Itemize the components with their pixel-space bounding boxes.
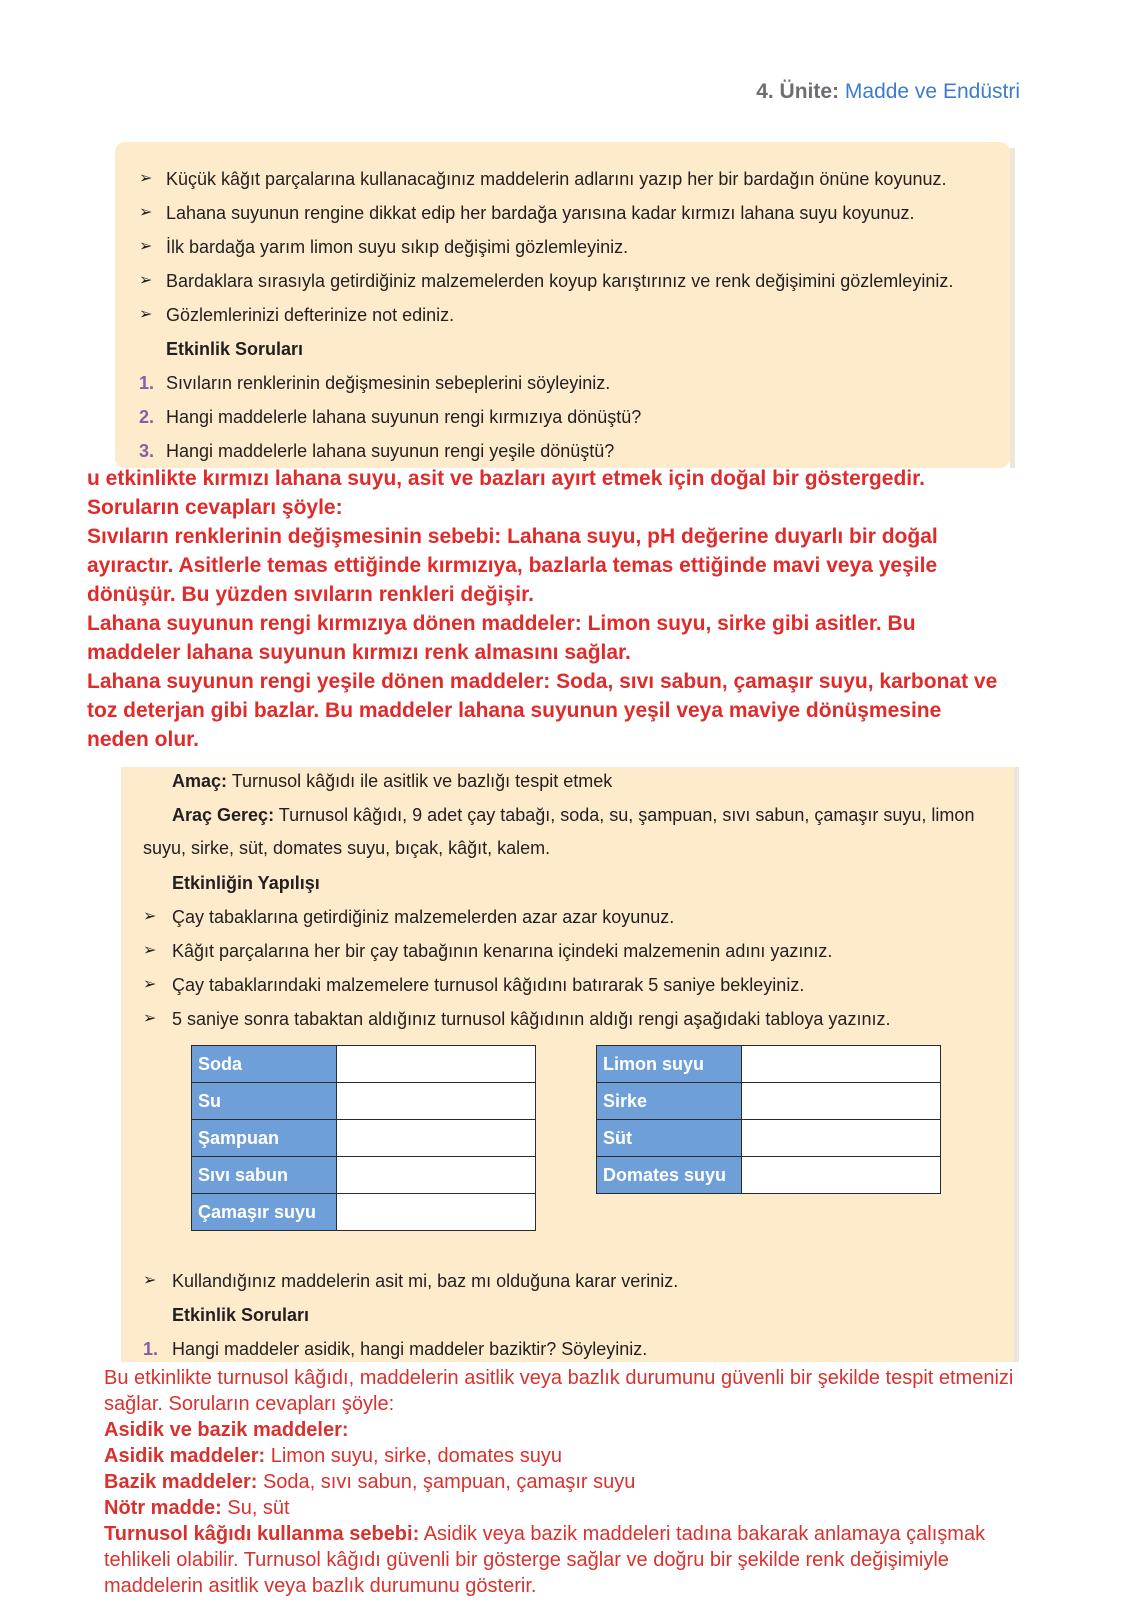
arrow-bullet-icon: ➢ [143,908,157,925]
procedure-title: Etkinliğin Yapılışı [172,873,320,893]
table-label: Süt [597,1120,742,1157]
acid-text: Limon suyu, sirke, domates suyu [265,1445,562,1467]
answer-line: sağlar. Soruların cevapları şöyle: [104,1393,395,1415]
questions-title: Etkinlik Soruları [166,339,304,359]
table-row [192,1157,536,1194]
table-cell-input[interactable] [742,1046,941,1083]
box-1-edge [1010,148,1015,468]
step-item: Küçük kâğıt parçalarına kullanacağınız maddelerin adlarını yazıp her bir bardağın önüne koyunuz. [166,169,947,189]
answer-line: tehlikeli olabilir. Turnusol kâğıdı güvenli bir gösterge sağlar ve doğru bir şekilde renk değişimiyle [104,1549,949,1571]
unit-number: 4. Ünite: [756,80,840,103]
arrow-bullet-icon: ➢ [139,170,153,187]
base-text: Soda, sıvı sabun, şampuan, çamaşır suyu [257,1471,636,1493]
arrow-bullet-icon: ➢ [143,1010,157,1027]
table-label: Domates suyu [597,1157,742,1194]
question-text: Hangi maddelerle lahana suyunun rengi kırmızıya dönüştü? [166,407,642,427]
tools-line [172,804,974,826]
answer-line: maddeler lahana suyunun kırmızı renk almasını sağlar. [87,641,631,664]
results-table-left [191,1045,536,1231]
table-cell-input[interactable] [337,1157,536,1194]
base-label: Bazik maddeler: [104,1471,258,1493]
table-label: Su [192,1083,337,1120]
answer-line: Lahana suyunun rengi kırmızıya dönen maddeler: Limon suyu, sirke gibi asitler. Bu [87,612,916,635]
answer-line: dönüşür. Bu yüzden sıvıların renkleri değişir. [87,583,534,606]
answer-line [104,1469,635,1495]
neutral-label: Nötr madde: [104,1497,222,1519]
answer-line: maddelerin asitlik veya bazlık durumunu gösterir. [104,1575,537,1597]
table-cell-input[interactable] [337,1046,536,1083]
table-row [597,1157,941,1194]
arrow-bullet-icon: ➢ [139,204,153,221]
arrow-bullet-icon: ➢ [143,942,157,959]
table-cell-input[interactable] [337,1083,536,1120]
table-row [192,1120,536,1157]
neutral-text: Su, süt [221,1497,290,1519]
answer-line [104,1521,985,1547]
answer-line: Bu etkinlikte turnusol kâğıdı, maddelerin asitlik veya bazlık durumunu güvenli bir şekilde tespit etmenizi [104,1367,1014,1389]
question-text: Hangi maddeler asidik, hangi maddeler baziktir? Söyleyiniz. [172,1339,648,1359]
table-row [192,1046,536,1083]
table-label: Şampuan [192,1120,337,1157]
arrow-bullet-icon: ➢ [139,306,153,323]
answer-line: u etkinlikte kırmızı lahana suyu, asit ve bazları ayırt etmek için doğal bir göstergedir. [87,467,925,490]
step-item: Bardaklara sırasıyla getirdiğiniz malzemelerden koyup karıştırınız ve renk değişimini gözlemleyiniz. [166,271,954,291]
answer-line: Soruların cevapları şöyle: [87,496,343,519]
reason-text: Asidik veya bazik maddeleri tadına bakarak anlamaya çalışmak [419,1523,986,1545]
answer-line [104,1495,290,1521]
step-item: Gözlemlerinizi defterinize not ediniz. [166,305,455,325]
tools-label: Araç Gereç: [172,805,275,825]
answer-line: toz deterjan gibi bazlar. Bu maddeler lahana suyunun yeşil veya maviye dönüşmesine [87,699,942,722]
step-item: Çay tabaklarındaki malzemelere turnusol kâğıdını batırarak 5 saniye bekleyiniz. [172,975,805,995]
table-row [192,1194,536,1231]
question-text: Sıvıların renklerinin değişmesinin sebeplerini söyleyiniz. [166,373,611,393]
question-number: 2. [139,407,155,427]
table-label: Limon suyu [597,1046,742,1083]
table-cell-input[interactable] [742,1157,941,1194]
step-item: Lahana suyunun rengine dikkat edip her bardağa yarısına kadar kırmızı lahana suyu koyunuz. [166,203,915,223]
arrow-bullet-icon: ➢ [139,272,153,289]
answer-line: Sıvıların renklerinin değişmesinin sebebi: Lahana suyu, pH değerine duyarlı bir doğal [87,525,938,548]
table-label: Soda [192,1046,337,1083]
answer-line: Lahana suyunun rengi yeşile dönen maddeler: Soda, sıvı sabun, çamaşır suyu, karbonat ve [87,670,998,693]
box-2-edge [1014,767,1019,1362]
aim-label: Amaç: [172,771,228,791]
step-item: 5 saniye sonra tabaktan aldığınız turnusol kâğıdının aldığı rengi aşağıdaki tabloya yazınız. [172,1009,891,1029]
answer-line: neden olur. [87,728,200,751]
answer-line [104,1443,562,1469]
table-label: Sıvı sabun [192,1157,337,1194]
question-number: 1. [139,373,155,393]
table-row [597,1120,941,1157]
unit-header [756,80,1020,104]
table-cell-input[interactable] [742,1120,941,1157]
unit-title: Madde ve Endüstri [844,80,1020,103]
step-item: Kullandığınız maddelerin asit mi, baz mı olduğuna karar veriniz. [172,1271,679,1291]
results-table-right [596,1045,941,1194]
table-row [597,1046,941,1083]
reason-label: Turnusol kâğıdı kullanma sebebi: [104,1523,420,1545]
question-number: 1. [143,1339,159,1359]
answer-line [104,1417,349,1443]
acid-label: Asidik maddeler: [104,1445,266,1467]
tools-text: Turnusol kâğıdı, 9 adet çay tabağı, soda, su, şampuan, sıvı sabun, çamaşır suyu, limon [278,805,975,825]
table-row [192,1083,536,1120]
table-row [597,1083,941,1120]
arrow-bullet-icon: ➢ [143,976,157,993]
table-cell-input[interactable] [337,1194,536,1231]
tools-text-2: suyu, sirke, süt, domates suyu, bıçak, kâğıt, kalem. [143,838,551,858]
arrow-bullet-icon: ➢ [139,238,153,255]
step-item: Kâğıt parçalarına her bir çay tabağının kenarına içindeki malzemenin adını yazınız. [172,941,833,961]
question-text: Hangi maddelerle lahana suyunun rengi yeşile dönüştü? [166,441,615,461]
answer-line: ayıractır. Asitlerle temas ettiğinde kırmızıya, bazlarla temas ettiğinde mavi veya yeşile [87,554,938,577]
step-item: Çay tabaklarına getirdiğiniz malzemelerden azar azar koyunuz. [172,907,675,927]
table-cell-input[interactable] [742,1083,941,1120]
aim-text: Turnusol kâğıdı ile asitlik ve bazlığı tespit etmek [231,771,613,791]
table-cell-input[interactable] [337,1120,536,1157]
aim-line [172,770,612,792]
table-label: Sirke [597,1083,742,1120]
step-item: İlk bardağa yarım limon suyu sıkıp değişimi gözlemleyiniz. [166,237,629,257]
question-number: 3. [139,441,155,461]
table-label: Çamaşır suyu [192,1194,337,1231]
arrow-bullet-icon: ➢ [143,1272,157,1289]
answer-heading: Asidik ve bazik maddeler: [104,1419,349,1441]
questions-title: Etkinlik Soruları [172,1305,310,1325]
